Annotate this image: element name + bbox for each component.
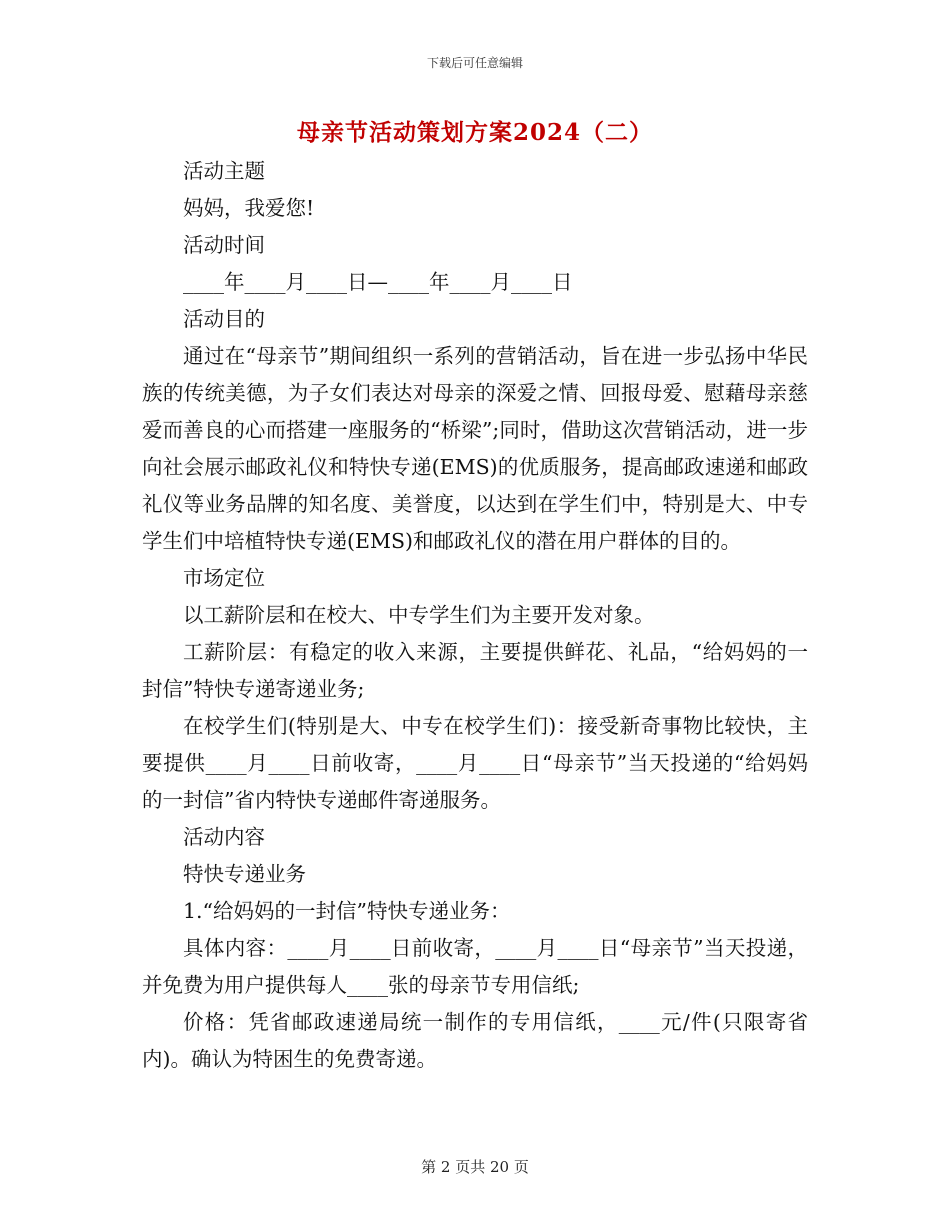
paragraph: 具体内容：____月____日前收寄，____月____日“母亲节”当天投递，并免费为用户提供每人____张的母亲节专用信纸; xyxy=(142,936,808,997)
document-title: 母亲节活动策划方案2024（二） xyxy=(296,119,653,146)
page-header: 下载后可任意编辑 xyxy=(426,56,523,70)
paragraph: 活动时间 xyxy=(183,233,265,257)
paragraph: 1.“给妈妈的一封信”特快专递业务： xyxy=(183,899,511,923)
paragraph: 活动目的 xyxy=(183,307,265,331)
paragraph: 妈妈，我爱您! xyxy=(183,196,315,220)
paragraph: 活动内容 xyxy=(183,825,265,849)
paragraph: 通过在“母亲节”期间组织一系列的营销活动，旨在进一步弘扬中华民族的传统美德，为子女们表达对母亲的深爱之情、回报母爱、慰藉母亲慈爱而善良的心而搭建一座服务的“桥梁”;同时，借助这次营销活动，进一步向社会展示邮政礼仪和特快专递(EMS)的优质服务，提高邮政速递和邮政礼仪等业务品牌的知名度、美誉度，以达到在学生们中，特别是大、中专学生们中培植特快专递(EMS)和邮政礼仪的潜在用户群体的目的。 xyxy=(142,344,808,553)
paragraph: 工薪阶层：有稳定的收入来源，主要提供鲜花、礼品，“给妈妈的一封信”特快专递寄递业务; xyxy=(142,640,808,701)
paragraph: 特快专递业务 xyxy=(183,862,306,886)
paragraph: 以工薪阶层和在校大、中专学生们为主要开发对象。 xyxy=(183,603,655,627)
paragraph: 在校学生们(特别是大、中专在校学生们)：接受新奇事物比较快，主要提供____月____日前收寄，____月____日“母亲节”当天投递的“给妈妈的一封信”省内特快专递邮件寄递服务。 xyxy=(142,714,808,812)
paragraph: 市场定位 xyxy=(183,566,265,590)
paragraph: 活动主题 xyxy=(183,159,265,183)
page-footer: 第 2 页共 20 页 xyxy=(421,1158,529,1176)
document-body xyxy=(142,153,808,1078)
paragraph: 价格：凭省邮政速递局统一制作的专用信纸，____元/件(只限寄省内)。确认为特困生的免费寄递。 xyxy=(142,1010,808,1071)
paragraph: ____年____月____日—____年____月____日 xyxy=(183,270,573,294)
